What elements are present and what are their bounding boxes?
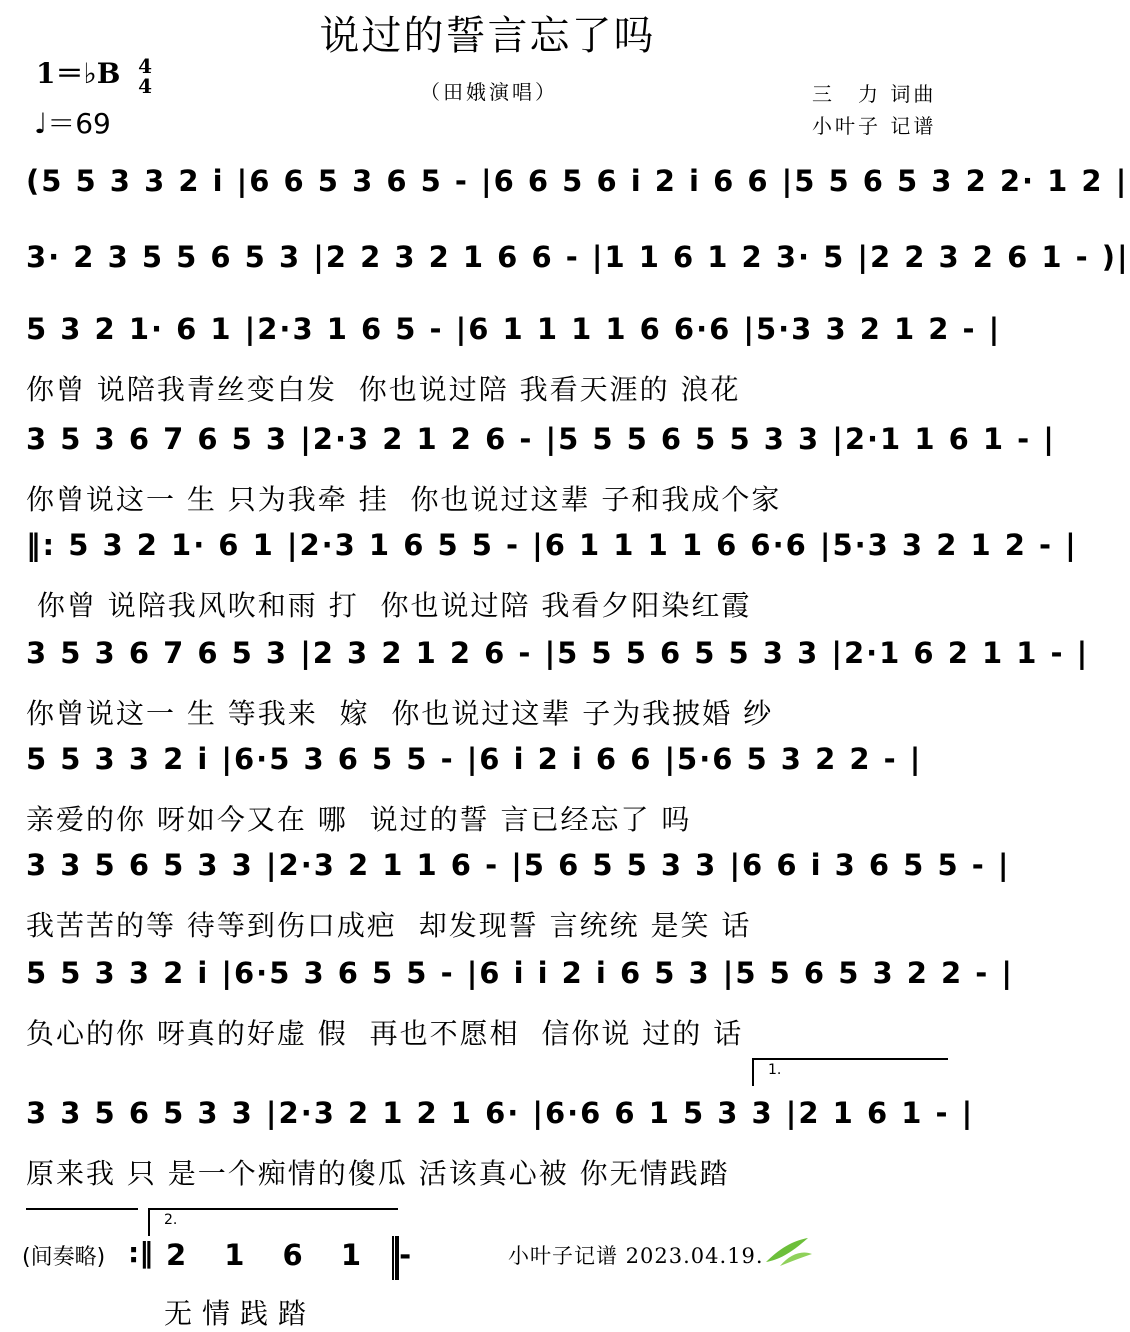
notation-line-9: 5 5 3 3 2 i |6·5 3 6 5 5 - |6 i i 2 i 6 5 3 |5 5 6 5 3 2 2 - | xyxy=(26,956,1015,990)
lyric-line-10: 原来我 只 是一个痴情的傻瓜 活该真心被 你无情践踏 xyxy=(26,1157,730,1190)
notation-line-3: 5 3 2 1· 6 1 |2·3 1 6 5 - |6 1 1 1 1 6 6·6 |5·3 3 2 1 2 - | xyxy=(26,312,1002,346)
notation-line-1: (5 5 3 3 2 i |6 6 5 3 6 5 - |6 6 5 6 i 2 i 6 6 |5 5 6 5 3 2 2· 1 2 | xyxy=(26,164,1129,198)
ending-lyrics: 无情践踏 xyxy=(164,1297,317,1330)
volta-label-2: 2. xyxy=(164,1212,178,1228)
notation-line-2: 3· 2 3 5 5 6 5 3 |2 2 3 2 1 6 6 - |1 1 6 1 2 3· 5 |2 2 3 2 6 1 - )| xyxy=(26,240,1130,274)
key-text: 1＝♭B xyxy=(36,57,121,90)
notation-line-6: 3 5 3 6 7 6 5 3 |2 3 2 1 2 6 - |5 5 5 6 5 5 3 3 |2·1 6 2 1 1 - | xyxy=(26,636,1090,670)
tempo-marking: ♩＝69 xyxy=(34,107,111,140)
footer-note: 小叶子记谱 2023.04.19. xyxy=(508,1244,764,1268)
notation-line-7: 5 5 3 3 2 i |6·5 3 6 5 5 - |6 i 2 i 6 6 |5·6 5 3 2 2 - | xyxy=(26,742,923,776)
notation-line-10: 3 3 5 6 5 3 3 |2·3 2 1 2 1 6· |6·6 6 1 5 3 3 |2 1 6 1 - | xyxy=(26,1096,975,1130)
lyric-line-4: 你曾说这一 生 只为我牵 挂 你也说过这辈 子和我成个家 xyxy=(26,483,782,516)
repeat-end-line xyxy=(26,1208,138,1210)
time-bottom: 4 xyxy=(138,73,153,98)
time-signature xyxy=(138,53,153,98)
ending-notes: 2 1 6 1 - xyxy=(166,1238,426,1272)
lyric-line-9: 负心的你 呀真的好虚 假 再也不愿相 信你说 过的 话 xyxy=(26,1017,744,1050)
notation-line-5: ‖: 5 3 2 1· 6 1 |2·3 1 6 5 5 - |6 1 1 1 1 6 6·6 |5·3 3 2 1 2 - | xyxy=(26,528,1078,562)
volta-bracket-2 xyxy=(148,1208,398,1236)
interlude-note: (间奏略) xyxy=(22,1245,106,1270)
lyric-line-3: 你曾 说陪我青丝变白发 你也说过陪 我看天涯的 浪花 xyxy=(26,373,741,406)
key-signature xyxy=(36,52,152,96)
lyric-line-5: 你曾 说陪我风吹和雨 打 你也说过陪 我看夕阳染红霞 xyxy=(26,589,752,622)
notation-line-8: 3 3 5 6 5 3 3 |2·3 2 1 1 6 - |5 6 5 5 3 3 |6 6 i 3 6 5 5 - | xyxy=(26,848,1011,882)
song-title: 说过的誓言忘了吗 xyxy=(319,13,656,59)
final-barline xyxy=(392,1236,399,1280)
repeat-sign: :‖ xyxy=(128,1236,154,1269)
transcriber-credit: 小叶子 记谱 xyxy=(812,114,937,138)
leaf-icon xyxy=(762,1232,814,1272)
singer-credit: （田娥演唱） xyxy=(420,80,558,104)
notation-line-4: 3 5 3 6 7 6 5 3 |2·3 2 1 2 6 - |5 5 5 6 5 5 3 3 |2·1 1 6 1 - | xyxy=(26,422,1056,456)
lyric-line-7: 亲爱的你 呀如今又在 哪 说过的誓 言已经忘了 吗 xyxy=(26,803,692,836)
time-top: 4 xyxy=(138,53,153,78)
lyricist-credit: 三 力 词曲 xyxy=(812,82,937,106)
volta-label-1: 1. xyxy=(768,1062,782,1078)
lyric-line-6: 你曾说这一 生 等我来 嫁 你也说过这辈 子为我披婚 纱 xyxy=(26,697,774,730)
credits xyxy=(812,78,936,142)
lyric-line-8: 我苦苦的等 待等到伤口成疤 却发现誓 言统统 是笑 话 xyxy=(26,909,752,942)
volta-bracket-1 xyxy=(752,1058,948,1086)
